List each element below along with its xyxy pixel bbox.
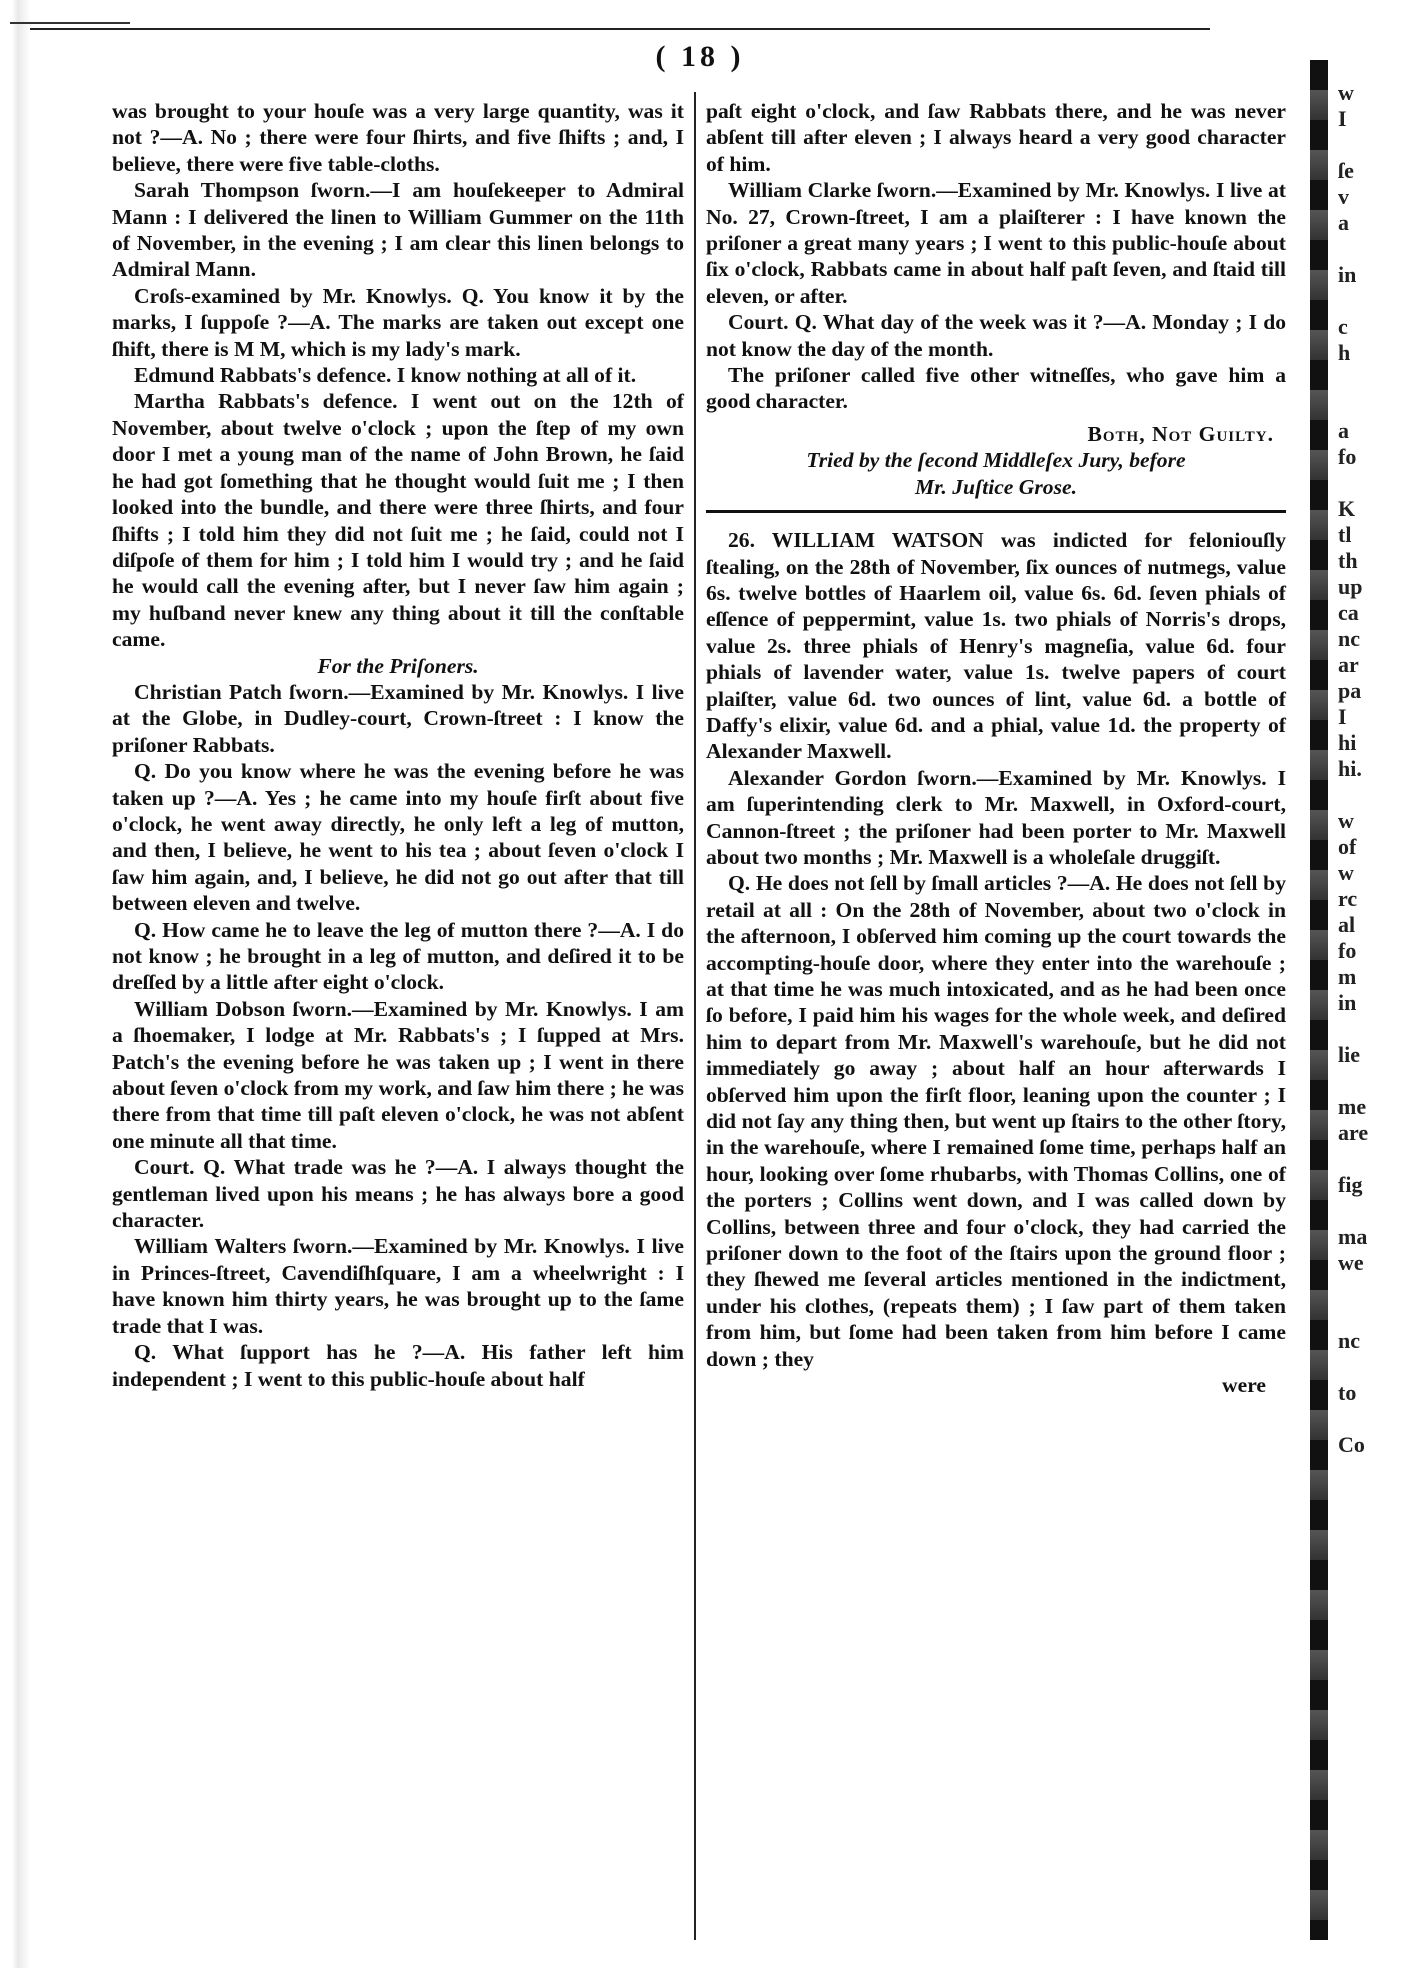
bleed-fragment xyxy=(1338,1406,1404,1432)
bleed-fragment: up xyxy=(1338,574,1363,599)
right-column-bottom xyxy=(706,527,1286,1372)
bleed-fragment: K xyxy=(1338,496,1356,521)
right-column xyxy=(706,98,1286,1399)
right-column-top xyxy=(706,98,1286,415)
right-paragraph: William Clarke ſworn.—Examined by Mr. Knowlys. I live at No. 27, Crown-ſtreet, I am a plaiſterer : I have known the priſoner a great many years ; I went to this public-houſe about ſix o'clock, Rabbats came in about half paſt ſeven, and ſtaid till eleven, or after. xyxy=(706,178,1286,308)
left-paragraph: Sarah Thompson ſworn.—I am houſekeeper to Admiral Mann : I delivered the linen to William Gummer on the 11th of November, in the evening ; I am clear this linen belongs to Admiral Mann. xyxy=(112,178,684,282)
bleed-fragment: al xyxy=(1338,912,1356,937)
bleed-fragment: c xyxy=(1338,314,1348,339)
scan-edge-left xyxy=(0,0,30,1968)
left-paragraph: For the Priſoners. xyxy=(317,653,479,678)
bleed-fragment: a xyxy=(1338,418,1349,443)
tried-by-line-1: Tried by the ſecond Middleſex Jury, before xyxy=(806,448,1186,473)
bleed-fragment xyxy=(1338,1302,1404,1328)
left-paragraph: Martha Rabbats's defence. I went out on the 12th of November, about twelve o'clock ; upon the ſtep of my own door I met a young man of the name of John Brown, he ſaid he had got ſomething that he thought would ſuit me ; I then looked into the bundle, and there were three ſhirts, and four ſhifts ; I told him they did not ſuit me ; he ſaid, could not I diſpoſe of them for him ; I told him I would try ; and he ſaid he would call the evening after, but I never ſaw him again ; my huſband never knew any thing about it till the conſtable came. xyxy=(112,389,684,652)
column-divider xyxy=(694,92,696,1940)
bleed-fragment xyxy=(1338,782,1404,808)
left-paragraph: Edmund Rabbats's defence. I know nothing at all of it. xyxy=(134,363,637,388)
bleed-fragment: tl xyxy=(1338,522,1352,547)
left-paragraph: Christian Patch ſworn.—Examined by Mr. Knowlys. I live at the Globe, in Dudley-court, Crown-ſtreet : I know the priſoner Rabbats. xyxy=(112,679,684,757)
left-column xyxy=(112,98,684,1392)
right-paragraph: Alexander Gordon ſworn.—Examined by Mr. Knowlys. I am ſuperintending clerk to Mr. Maxwell, in Oxford-court, Cannon-ſtreet ; the priſoner had been porter to Mr. Maxwell about two months ; Mr. Maxwell is a wholeſale druggiſt. xyxy=(706,765,1286,869)
catchword: were xyxy=(1222,1373,1266,1398)
bleed-fragment xyxy=(1338,132,1404,158)
bleed-fragment xyxy=(1338,236,1404,262)
left-paragraph: Croſs-examined by Mr. Knowlys. Q. You know it by the marks, I ſuppoſe ?—A. The marks are taken out except one ſhift, there is M M, which is my lady's mark. xyxy=(112,283,684,361)
bleed-fragment: h xyxy=(1338,340,1351,365)
left-paragraph: Q. Do you know where he was the evening before he was taken up ?—A. Yes ; he came into my houſe firſt about five o'clock, he went away directly, he only left a leg of mutton, and then, I believe, he went to his tea ; about ſeven o'clock I ſaw him again, and, I believe, he did not go out after that till between eleven and twelve. xyxy=(112,759,684,916)
bleed-fragment xyxy=(1338,1276,1404,1302)
bleed-fragment xyxy=(1338,1354,1404,1380)
bleed-fragment xyxy=(1338,1068,1404,1094)
bleed-fragment: ſe xyxy=(1338,158,1354,183)
header-rule-short xyxy=(10,22,130,24)
left-paragraph: William Dobson ſworn.—Examined by Mr. Knowlys. I am a ſhoemaker, I lodge at Mr. Rabbats's ; I ſupped at Mrs. Patch's the evening before he was taken up ; I went in there about ſeven o'clock from my work, and ſaw him there ; he was there from that time till paſt eleven o'clock, he was not abſent one minute all that time. xyxy=(112,996,685,1153)
left-paragraph: Q. What ſupport has he ?—A. His father left him independent ; I went to this public-houſe about half xyxy=(112,1340,684,1391)
bleed-fragment: in xyxy=(1338,262,1357,287)
bleed-fragment: th xyxy=(1338,548,1358,573)
header-rule xyxy=(30,28,1210,30)
bleed-fragment: pa xyxy=(1338,678,1362,703)
bleed-fragment xyxy=(1338,366,1404,392)
bleed-fragment: we xyxy=(1338,1250,1364,1275)
bleed-fragment: ma xyxy=(1338,1224,1368,1249)
bleed-fragment: rc xyxy=(1338,886,1358,911)
section-divider xyxy=(706,510,1286,513)
right-paragraph: 26. WILLIAM WATSON was indicted for feloniouſly ſtealing, on the 28th of November, ſix ounces of nutmegs, value 6s. twelve bottles of Haarlem oil, value 6s. 6d. ſeven phials of eſſence of peppermint, value 1s. two phials of Norris's drops, value 2s. three phials of Henry's magneſia, value 6d. four phials of lavender water, value 1s. twelve papers of court plaiſter, value 6d. two ounces of lint, value 6d. a bottle of Daffy's elixir, value 6d. and a phial, value 1d. the property of Alexander Maxwell. xyxy=(706,528,1286,764)
bleed-fragment xyxy=(1338,1146,1404,1172)
facing-page-bleed xyxy=(1338,80,1404,1458)
bleed-fragment: Co xyxy=(1338,1432,1365,1457)
right-paragraph: The priſoner called five other witneſſes, who gave him a good character. xyxy=(706,363,1286,414)
bleed-fragment: me xyxy=(1338,1094,1367,1119)
bleed-fragment: of xyxy=(1338,834,1357,859)
bleed-fragment: fo xyxy=(1338,444,1357,469)
bleed-fragment xyxy=(1338,470,1404,496)
bleed-fragment: hi xyxy=(1338,730,1357,755)
page-gutter-shadow xyxy=(1310,60,1328,1940)
bleed-fragment: to xyxy=(1338,1380,1357,1405)
verdict: Both, Not Guilty. xyxy=(1087,421,1274,446)
bleed-fragment: fo xyxy=(1338,938,1357,963)
bleed-fragment xyxy=(1338,392,1404,418)
bleed-fragment: m xyxy=(1338,964,1357,989)
bleed-fragment: fig xyxy=(1338,1172,1363,1197)
bleed-fragment xyxy=(1338,288,1404,314)
bleed-fragment: I xyxy=(1338,704,1347,729)
bleed-fragment: ar xyxy=(1338,652,1359,677)
bleed-fragment: w xyxy=(1338,80,1354,105)
bleed-fragment: v xyxy=(1338,184,1349,209)
bleed-fragment: ca xyxy=(1338,600,1359,625)
right-paragraph: Court. Q. What day of the week was it ?—A. Monday ; I do not know the day of the month. xyxy=(706,310,1286,361)
right-paragraph: Q. He does not ſell by ſmall articles ?—A. He does not ſell by retail at all : On the 28th of November, about two o'clock in the afternoon, I obſerved him coming up the court towards the accompting-houſe door, where they enter into the warehouſe ; at that time he was much intoxicated, and as he had been once ſo before, I paid him his wages for the whole week, and deſired him to depart from Mr. Maxwell's warehouſe, but he did not immediately go away ; about half an hour afterwards I obſerved him upon the firſt floor, leaning upon the counter ; I did not ſay any thing then, but went up ſtairs to the other ſtory, in the warehouſe, where I remained ſome time, perhaps half an hour, looking over ſome rhubarbs, with Thomas Collins, one of the porters ; Collins went down, and I was called down by Collins, between three and four o'clock, they had carried the priſoner down to the foot of the ſtairs upon the ground floor ; they ſhewed me ſeveral articles mentioned in the indictment, under his clothes, (repeats them) ; I ſaw part of them taken from him, but ſome had been taken from him before I came down ; they xyxy=(706,871,1286,1371)
bleed-fragment: lie xyxy=(1338,1042,1360,1067)
page-number: ( 18 ) xyxy=(655,40,745,73)
bleed-fragment: a xyxy=(1338,210,1349,235)
left-paragraph: Court. Q. What trade was he ?—A. I always thought the gentleman lived upon his means ; he has always bore a good character. xyxy=(112,1155,684,1233)
bleed-fragment: are xyxy=(1338,1120,1369,1145)
bleed-fragment xyxy=(1338,1016,1404,1042)
right-paragraph: paſt eight o'clock, and ſaw Rabbats there, and he was never abſent till after eleven ; I always heard a very good character of him. xyxy=(706,99,1286,176)
bleed-fragment: w xyxy=(1338,808,1354,833)
bleed-fragment: w xyxy=(1338,860,1354,885)
left-paragraph: Q. How came he to leave the leg of mutton there ?—A. I do not know ; he brought in a leg of mutton, and deſired it to be dreſſed by a little after eight o'clock. xyxy=(112,917,684,995)
bleed-fragment xyxy=(1338,1198,1404,1224)
left-paragraph: was brought to your houſe was a very large quantity, was it not ?—A. No ; there were four ſhirts, and five ſhifts ; and, I believe, there were five table-cloths. xyxy=(112,99,684,176)
bleed-fragment: in xyxy=(1338,990,1357,1015)
left-paragraph: William Walters ſworn.—Examined by Mr. Knowlys. I live in Princes-ſtreet, Cavendiſhſquare, I am a wheelwright : I have known him thirty years, he was brought up to the ſame trade that I was. xyxy=(112,1234,684,1338)
bleed-fragment: hi. xyxy=(1338,756,1362,781)
bleed-fragment: nc xyxy=(1338,626,1360,651)
bleed-fragment: I xyxy=(1338,106,1347,131)
tried-by-line-2: Mr. Juſtice Grose. xyxy=(915,474,1077,499)
bleed-fragment: nc xyxy=(1338,1328,1360,1353)
